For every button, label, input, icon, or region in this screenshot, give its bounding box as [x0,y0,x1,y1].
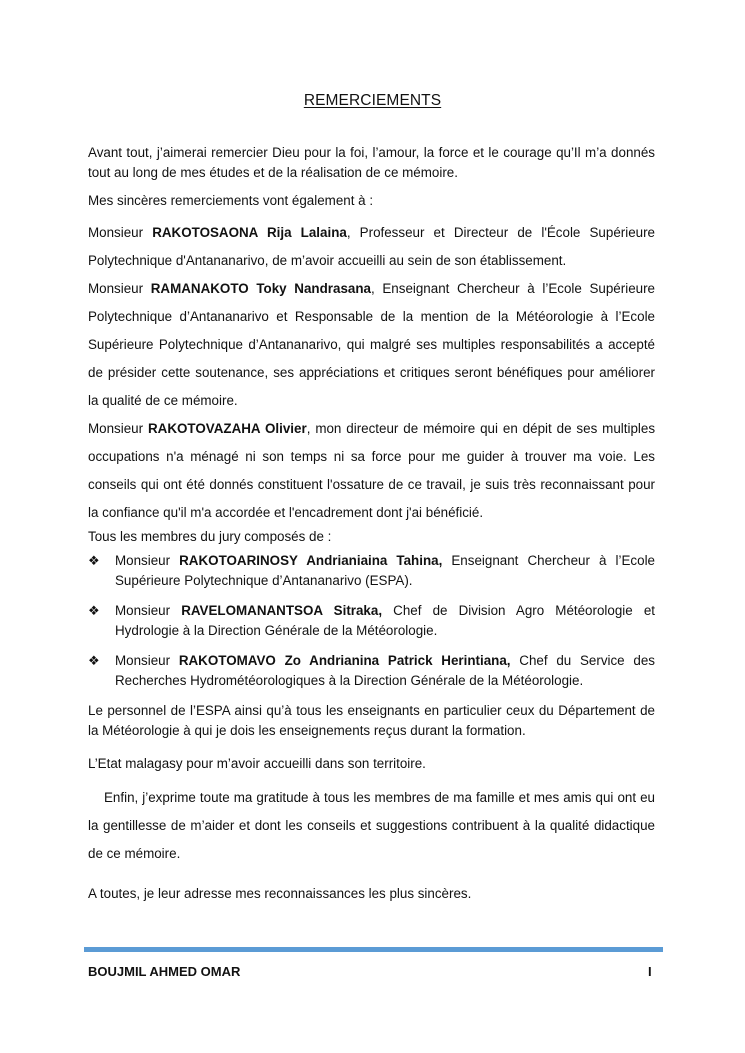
paragraph-supervisor [88,415,655,527]
jury-list [88,551,655,691]
paragraph-staff: Le personnel de l’ESPA ainsi qu’à tous les enseignants en particulier ceux du Département de la Météorologie à qui je dois les enseignements reçus durant la formation. [88,703,655,738]
person-name: RAVELOMANANTSOA Sitraka, [181,603,383,618]
footer-page-number: I [648,964,652,979]
diamond-bullet-icon: ❖ [88,553,100,568]
title-prefix: Monsieur [88,281,151,296]
list-item [88,601,655,641]
paragraph-president [88,275,655,415]
person-name: RAMANAKOTO Toky Nandrasana [150,281,371,296]
title-prefix: Monsieur [115,603,182,618]
paragraph-intro: Avant tout, j’aimerai remercier Dieu pour la foi, l’amour, la force et le courage qu’Il m’a donnés tout au long de mes études et de la réalisation de ce mémoire. [88,145,655,180]
paragraph-state: L’Etat malagasy pour m’avoir accueilli dans son territoire. [88,756,426,771]
document-body [88,143,655,904]
footer-divider [84,947,663,952]
person-name: RAKOTOVAZAHA Olivier [148,421,307,436]
person-description: Enseignant Chercheur à l’Ecole Supérieure Polytechnique d’Antananarivo (ESPA). [115,553,655,588]
person-name: RAKOTOARINOSY Andrianiaina Tahina, [179,553,443,568]
paragraph-closing: A toutes, je leur adresse mes reconnaissances les plus sincères. [88,886,472,901]
title-prefix: Monsieur [88,225,153,240]
page-title: REMERCIEMENTS [303,92,442,109]
person-name: RAKOTOSAONA Rija Lalaina [152,225,347,240]
diamond-bullet-icon: ❖ [88,653,100,668]
title-prefix: Monsieur [115,653,179,668]
list-item [88,551,655,591]
paragraph-jury-lead: Tous les membres du jury composés de : [88,529,332,544]
footer-author: BOUJMIL AHMED OMAR [88,964,241,979]
person-name: RAKOTOMAVO Zo Andrianina Patrick Herintiana, [178,653,511,668]
person-description: , Professeur et Directeur de l'École Supérieure Polytechnique d'Antananarivo, de m’avoir accueilli au sein de son établissement. [88,225,656,268]
person-description: Chef de Division Agro Météorologie et Hydrologie à la Direction Générale de la Météorologie. [115,603,655,638]
person-description: , mon directeur de mémoire qui en dépit de ses multiples occupations n'a ménagé ni son temps ni sa force pour me guider à trouver ma voie. Les conseils qui ont été donnés constituent l'ossature de ce travail, je suis très reconnaissant pour la confiance qu'il m'a accordée et l'encadrement dont j'ai bénéficié. [88,421,656,520]
diamond-bullet-icon: ❖ [88,603,100,618]
paragraph-thanks-lead: Mes sincères remerciements vont également à : [88,193,374,208]
title-prefix: Monsieur [88,421,148,436]
list-item [88,651,655,691]
paragraph-director [88,219,655,275]
title-prefix: Monsieur [115,553,180,568]
person-description: , Enseignant Chercheur à l’Ecole Supérieure Polytechnique d’Antananarivo et Responsable de la mention de la Météorologie à l’Ecole Supérieure Polytechnique d’Antananarivo, qui malgré ses multiples responsabilités a accepté de présider cette soutenance, ses appréciations et critiques seront bénéfiques pour améliorer la qualité de ce mémoire. [88,281,655,408]
person-description: Chef du Service des Recherches Hydrométéorologiques à la Direction Générale de la Météorologie. [115,653,655,688]
paragraph-family: Enfin, j’exprime toute ma gratitude à tous les membres de ma famille et mes amis qui ont eu la gentillesse de m’aider et dont les conseils et suggestions contribuent à la qualité didactique de ce mémoire. [88,790,655,861]
